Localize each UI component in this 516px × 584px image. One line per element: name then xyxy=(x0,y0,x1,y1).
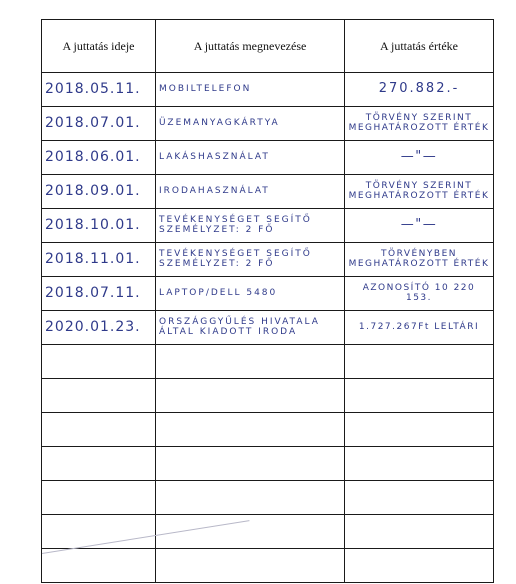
cell-name: ORSZÁGGYŰLÉS HIVATALA ÁLTAL KIADOTT IRODA xyxy=(156,311,345,345)
cell-value: AZONOSÍTÓ 10 220 153. xyxy=(345,277,494,311)
empty-cell xyxy=(156,549,345,583)
cell-name: MOBILTELEFON xyxy=(156,73,345,107)
cell-value: TÖRVÉNYBEN MEGHATÁROZOTT ÉRTÉK xyxy=(345,243,494,277)
empty-cell xyxy=(345,447,494,481)
table-row xyxy=(42,243,494,277)
cell-date: 2018.07.01. xyxy=(42,107,156,141)
empty-cell xyxy=(345,379,494,413)
table-row xyxy=(42,73,494,107)
empty-cell xyxy=(156,481,345,515)
table-header-row xyxy=(42,20,494,73)
empty-cell xyxy=(345,481,494,515)
table-row xyxy=(42,107,494,141)
cell-value: 270.882.- xyxy=(345,73,494,107)
empty-cell xyxy=(345,345,494,379)
empty-cell xyxy=(345,413,494,447)
cell-name: TEVÉKENYSÉGET SEGÍTŐ SZEMÉLYZET: 2 FŐ xyxy=(156,209,345,243)
table-row xyxy=(42,277,494,311)
cell-date: 2018.10.01. xyxy=(42,209,156,243)
cell-date: 2018.05.11. xyxy=(42,73,156,107)
empty-cell xyxy=(42,345,156,379)
empty-cell xyxy=(156,413,345,447)
cell-date: 2018.11.01. xyxy=(42,243,156,277)
empty-row xyxy=(42,515,494,549)
empty-row xyxy=(42,447,494,481)
cell-value: TÖRVÉNY SZERINT MEGHATÁROZOTT ÉRTÉK xyxy=(345,175,494,209)
empty-cell xyxy=(156,447,345,481)
header-name: A juttatás megnevezése xyxy=(156,20,345,73)
cell-date: 2020.01.23. xyxy=(42,311,156,345)
empty-cell xyxy=(345,515,494,549)
cell-name: TEVÉKENYSÉGET SEGÍTŐ SZEMÉLYZET: 2 FŐ xyxy=(156,243,345,277)
empty-cell xyxy=(345,549,494,583)
header-value: A juttatás értéke xyxy=(345,20,494,73)
benefits-table xyxy=(41,19,494,583)
empty-cell xyxy=(156,379,345,413)
cell-date: 2018.07.11. xyxy=(42,277,156,311)
empty-row xyxy=(42,379,494,413)
empty-cell xyxy=(42,549,156,583)
table-row xyxy=(42,175,494,209)
cell-name: LAKÁSHASZNÁLAT xyxy=(156,141,345,175)
cell-value: —"— xyxy=(345,141,494,175)
cell-date: 2018.06.01. xyxy=(42,141,156,175)
empty-cell xyxy=(156,345,345,379)
table-row xyxy=(42,141,494,175)
empty-cell xyxy=(42,481,156,515)
empty-cell xyxy=(42,413,156,447)
empty-row xyxy=(42,345,494,379)
empty-row xyxy=(42,413,494,447)
cell-date: 2018.09.01. xyxy=(42,175,156,209)
cell-value: 1.727.267Ft LELTÁRI xyxy=(345,311,494,345)
header-date: A juttatás ideje xyxy=(42,20,156,73)
empty-row xyxy=(42,549,494,583)
empty-row xyxy=(42,481,494,515)
cell-name: IRODAHASZNÁLAT xyxy=(156,175,345,209)
cell-value: TÖRVÉNY SZERINT MEGHATÁROZOTT ÉRTÉK xyxy=(345,107,494,141)
cell-name: ÜZEMANYAGKÁRTYA xyxy=(156,107,345,141)
empty-cell xyxy=(42,447,156,481)
cell-value: —"— xyxy=(345,209,494,243)
cell-name: LAPTOP/DELL 5480 xyxy=(156,277,345,311)
empty-cell xyxy=(42,379,156,413)
table-row xyxy=(42,311,494,345)
table-row xyxy=(42,209,494,243)
